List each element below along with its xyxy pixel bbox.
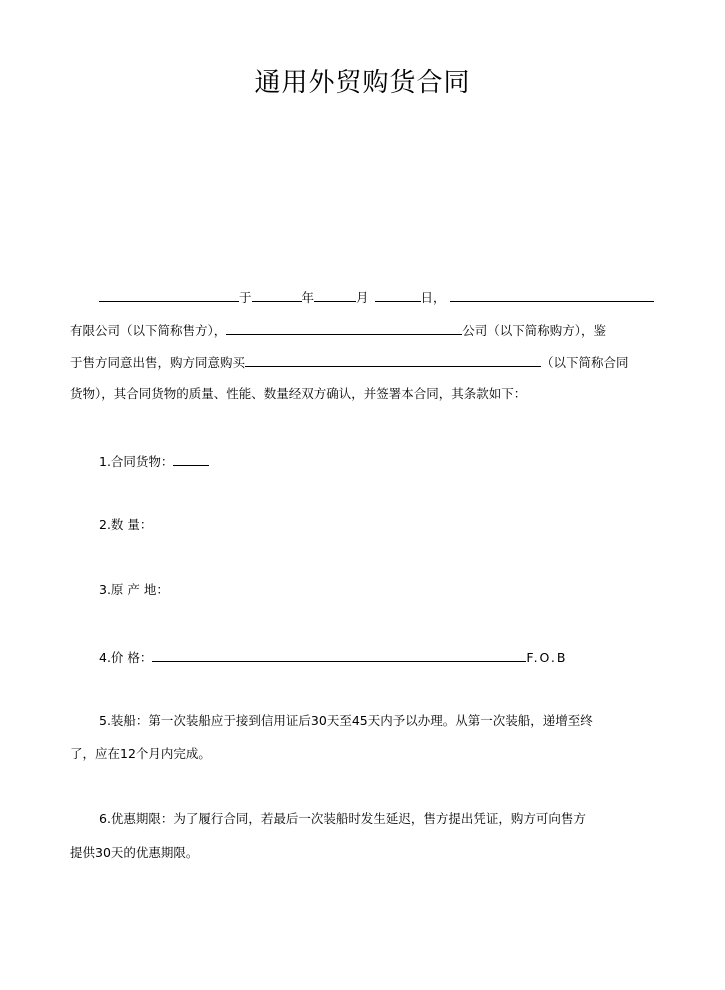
- clause-1: [99, 452, 209, 470]
- blank-goods: [245, 353, 541, 367]
- blank-party-a: [99, 288, 239, 302]
- document-title: 通用外贸购货合同: [254, 68, 471, 98]
- intro-line-4: [70, 386, 526, 402]
- blank-year: [252, 288, 302, 302]
- blank-day: [375, 288, 421, 302]
- blank-price: [152, 648, 526, 662]
- blank-seller: [450, 288, 654, 302]
- clause-4: [99, 648, 567, 666]
- clause-6-text-2: 提供30天的优惠期限。: [70, 845, 199, 860]
- text-terms-intro: 货物），其合同货物的质量、性能、数量经双方确认，并签署本合同，其条款如下：: [70, 386, 527, 401]
- blank-buyer: [226, 321, 462, 335]
- clause-5-line-1: [99, 713, 593, 729]
- clause-1-label: 1.合同货物：: [99, 454, 174, 469]
- clause-5-text-2: 了，应在12个月内完成。: [70, 746, 211, 761]
- clause-6-text-1: 6.优惠期限：为了履行合同，若最后一次装船时发生延迟，售方提出凭证，购方可向售方: [99, 811, 586, 826]
- clause-4-fob: F.O.B: [526, 650, 568, 665]
- clause-6-line-1: [99, 811, 586, 827]
- text-yu: 于: [239, 290, 252, 305]
- clause-2: [99, 517, 152, 533]
- clause-3-label: 3.原 产 地：: [99, 582, 169, 597]
- text-month: 月: [356, 290, 369, 305]
- clause-3: [99, 582, 169, 598]
- intro-line-1: [70, 288, 654, 306]
- clause-6-line-2: [70, 845, 198, 861]
- blank-contract-goods: [173, 452, 209, 466]
- clause-5-text-1: 5.装船：第一次装船应于接到信用证后30天至45天内予以办理。从第一次装船，递增至终: [99, 713, 593, 728]
- text-year: 年: [301, 290, 315, 305]
- intro-line-3: [70, 353, 629, 371]
- blank-month: [314, 288, 356, 302]
- text-seller-short: 有限公司（以下简称售方），: [70, 323, 227, 338]
- text-agree: 于售方同意出售，购方同意购买: [70, 355, 246, 370]
- clause-2-label: 2.数 量：: [99, 517, 153, 532]
- text-buyer-short: 公司（以下简称购方），鉴: [462, 323, 607, 338]
- text-day: 日，: [420, 290, 446, 305]
- intro-line-2: [70, 321, 606, 339]
- clause-5-line-2: [70, 746, 211, 762]
- clause-4-label: 4.价 格：: [99, 650, 153, 665]
- text-goods-short: （以下简称合同: [541, 355, 629, 370]
